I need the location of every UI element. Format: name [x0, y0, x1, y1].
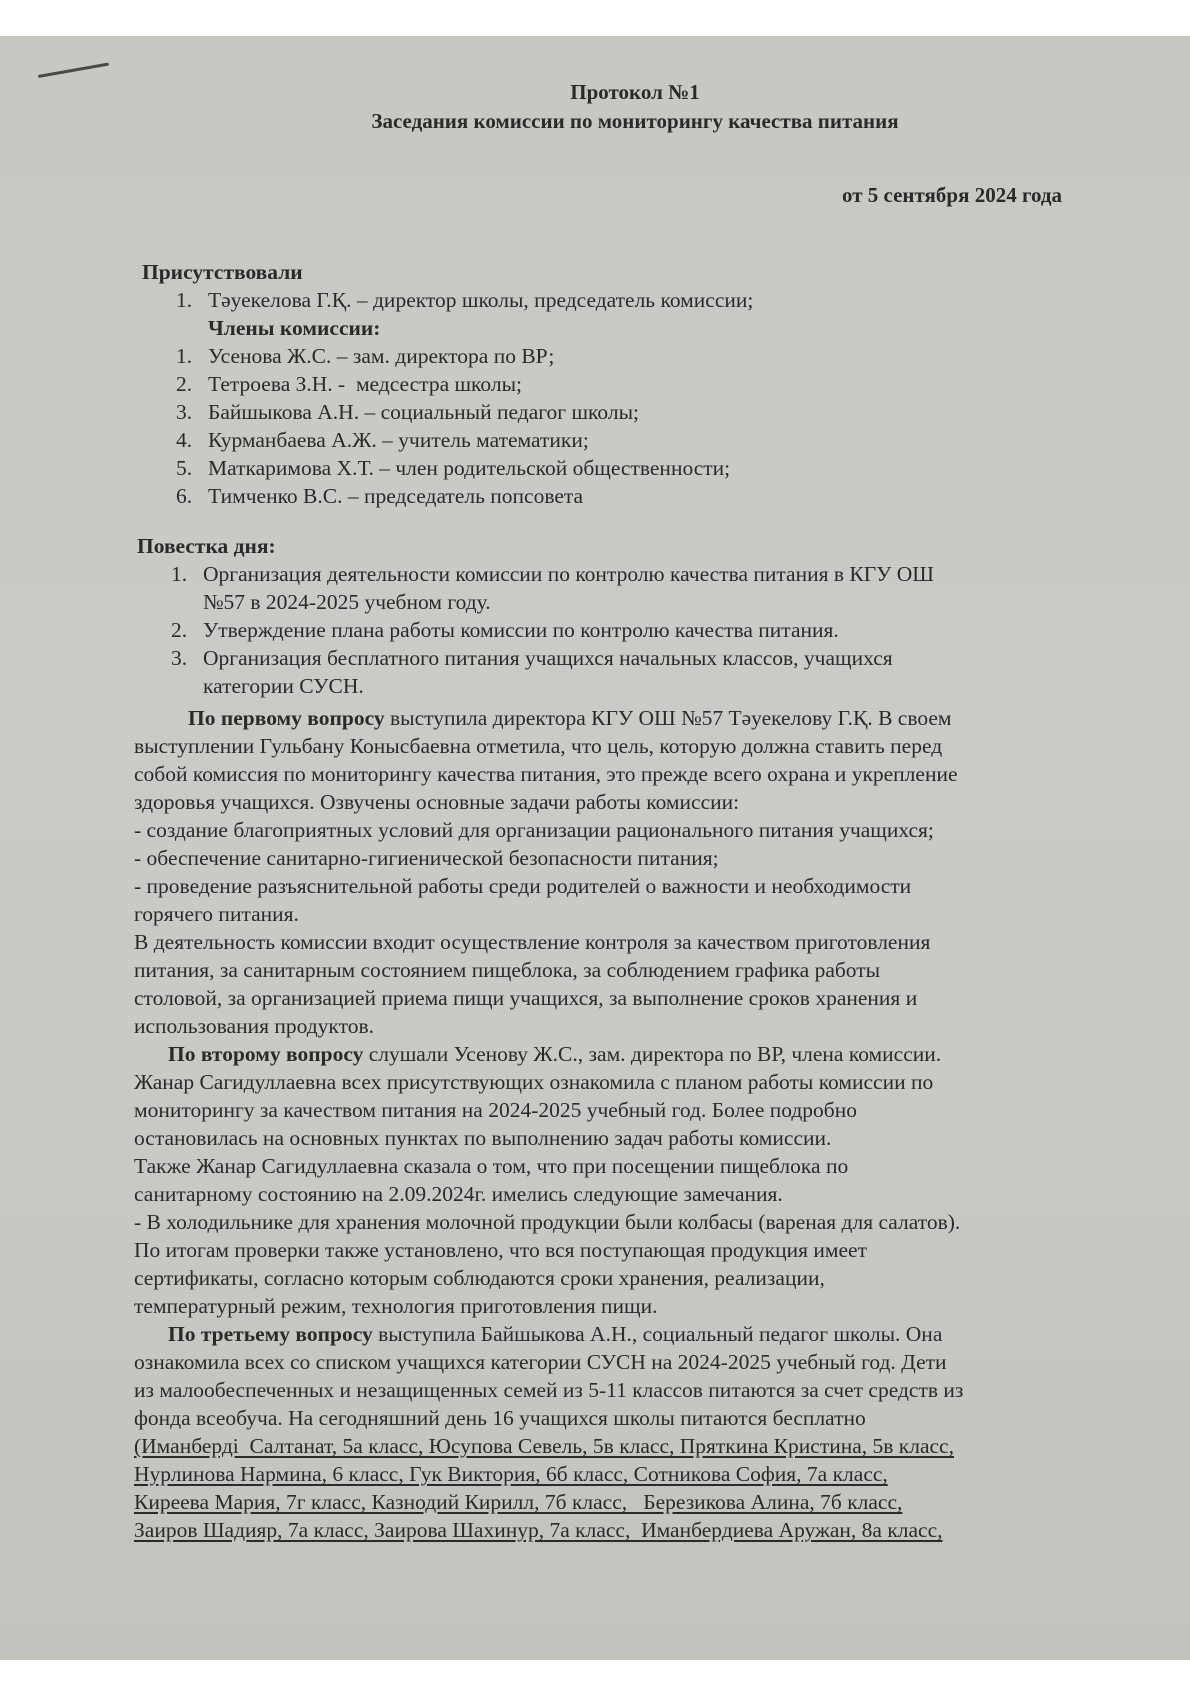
member-text: Байшыкова А.Н. – социальный педагог школы;: [208, 400, 639, 424]
agenda-heading: Повестка дня:: [137, 534, 276, 558]
text-line: фонда всеобуча. На сегодняшний день 16 учащихся школы питаются бесплатно: [134, 1406, 866, 1430]
text-line: - обеспечение санитарно-гигиенической безопасности питания;: [134, 846, 719, 870]
text-line: слушали Усенову Ж.С., зам. директора по ВР, члена комиссии.: [363, 1042, 942, 1066]
member-item: [142, 454, 753, 482]
student-list-line: Киреева Мария, 7г класс, Казнодий Кирилл, 7б класс, Березикова Алина, 7б класс,: [134, 1490, 903, 1514]
text-line: здоровья учащихся. Озвучены основные задачи работы комиссии:: [134, 790, 740, 814]
list-number: 2.: [176, 372, 193, 396]
list-number: 1.: [176, 288, 193, 312]
list-number: 1.: [171, 562, 188, 586]
text-line: остановилась на основных пунктах по выполнению задач работы комиссии.: [134, 1126, 832, 1150]
list-number: 5.: [176, 456, 193, 480]
text-line: - создание благоприятных условий для организации рационального питания учащихся;: [134, 818, 934, 842]
member-text: Усенова Ж.С. – зам. директора по ВР;: [208, 344, 555, 368]
chair-item: [142, 286, 753, 314]
attendees-section: [142, 258, 753, 510]
chair-text: Тәуекелова Г.Қ. – директор школы, председатель комиссии;: [208, 288, 754, 312]
third-question-paragraph: [134, 1320, 1134, 1348]
agenda-text: Утверждение плана работы комиссии по контролю качества питания.: [203, 618, 839, 642]
member-text: Тимченко В.С. – председатель попсовета: [208, 484, 584, 508]
list-number: 2.: [171, 618, 188, 642]
list-number: 4.: [176, 428, 193, 452]
agenda-item: [137, 644, 934, 672]
text-line: горячего питания.: [134, 902, 299, 926]
minutes-body: [134, 704, 1134, 1544]
first-question-lead: По первому вопросу: [188, 706, 385, 730]
member-item: [142, 398, 753, 426]
list-number: 1.: [176, 344, 193, 368]
agenda-text-continued: №57 в 2024-2025 учебном году.: [203, 590, 491, 614]
member-text: Тетроева З.Н. - медсестра школы;: [208, 372, 523, 396]
agenda-item: [137, 616, 934, 644]
member-item: [142, 342, 753, 370]
student-list-line: (Иманберді Салтанат, 5а класс, Юсупова Севель, 5в класс, Пряткина Кристина, 5в класс,: [134, 1434, 954, 1458]
list-number: 3.: [171, 646, 188, 670]
text-line: сертификаты, согласно которым соблюдаются сроки хранения, реализации,: [134, 1266, 825, 1290]
text-line: выступлении Гульбану Конысбаевна отметила, что цель, которую должна ставить перед: [134, 734, 943, 758]
text-line: Жанар Сагидуллаевна всех присутствующих ознакомила с планом работы комиссии по: [134, 1070, 934, 1094]
first-question-paragraph: [134, 704, 1134, 732]
text-line: - проведение разъяснительной работы среди родителей о важности и необходимости: [134, 874, 912, 898]
member-text: Маткаримова Х.Т. – член родительской общественности;: [208, 456, 731, 480]
document-page: [0, 36, 1190, 1660]
student-list-line: Заиров Шадияр, 7а класс, Заирова Шахинур, 7а класс, Иманбердиева Аружан, 8а класс,: [134, 1518, 943, 1542]
text-line: - В холодильнике для хранения молочной продукции были колбасы (вареная для салатов).: [134, 1210, 961, 1234]
text-line: использования продуктов.: [134, 1014, 374, 1038]
agenda-text-continued: категории СУСН.: [203, 674, 364, 698]
text-line: из малообеспеченных и незащищенных семей из 5-11 классов питаются за счет средств из: [134, 1378, 964, 1402]
text-line: санитарному состоянию на 2.09.2024г. имелись следующие замечания.: [134, 1182, 783, 1206]
text-line: питания, за санитарным состоянием пищеблока, за соблюдением графика работы: [134, 958, 881, 982]
text-line: выступила директора КГУ ОШ №57 Тәуекелову Г.Қ. В своем: [384, 706, 952, 730]
member-item: [142, 426, 753, 454]
text-line: В деятельность комиссии входит осуществление контроля за качеством приготовления: [134, 930, 931, 954]
text-line: столовой, за организацией приема пищи учащихся, за выполнение сроков хранения и: [134, 986, 918, 1010]
member-item: [142, 482, 753, 510]
student-list-line: Нурлинова Нармина, 6 класс, Гук Виктория, 6б класс, Сотникова София, 7а класс,: [134, 1462, 888, 1486]
document-date: от 5 сентября 2024 года: [841, 183, 1062, 207]
text-line: Также Жанар Сагидуллаевна сказала о том, что при посещении пищеблока по: [134, 1154, 849, 1178]
agenda-text: Организация бесплатного питания учащихся начальных классов, учащихся: [203, 646, 893, 670]
pen-mark: [38, 63, 109, 78]
agenda-item: [137, 560, 934, 588]
text-line: температурный режим, технология приготовления пищи.: [134, 1294, 658, 1318]
attendees-heading: Присутствовали: [142, 260, 303, 284]
member-text: Курманбаева А.Ж. – учитель математики;: [208, 428, 589, 452]
text-line: ознакомила всех со списком учащихся категории СУСН на 2024-2025 учебный год. Дети: [134, 1350, 947, 1374]
text-line: По итогам проверки также установлено, что вся поступающая продукция имеет: [134, 1238, 867, 1262]
text-line: мониторингу за качеством питания на 2024-2025 учебный год. Более подробно: [134, 1098, 858, 1122]
list-number: 6.: [176, 484, 193, 508]
agenda-text: Организация деятельности комиссии по контролю качества питания в КГУ ОШ: [203, 562, 934, 586]
third-question-lead: По третьему вопросу: [168, 1322, 373, 1346]
members-heading: Члены комиссии:: [208, 316, 381, 340]
agenda-section: [137, 532, 934, 700]
member-item: [142, 370, 753, 398]
document-subtitle: Заседания комиссии по мониторингу качества питания: [371, 109, 899, 133]
document-title: Протокол №1: [570, 80, 700, 104]
list-number: 3.: [176, 400, 193, 424]
second-question-paragraph: [134, 1040, 1134, 1068]
text-line: выступила Байшыкова А.Н., социальный педагог школы. Она: [372, 1322, 943, 1346]
second-question-lead: По второму вопросу: [168, 1042, 364, 1066]
text-line: собой комиссия по мониторингу качества питания, это прежде всего охрана и укрепление: [134, 762, 958, 786]
